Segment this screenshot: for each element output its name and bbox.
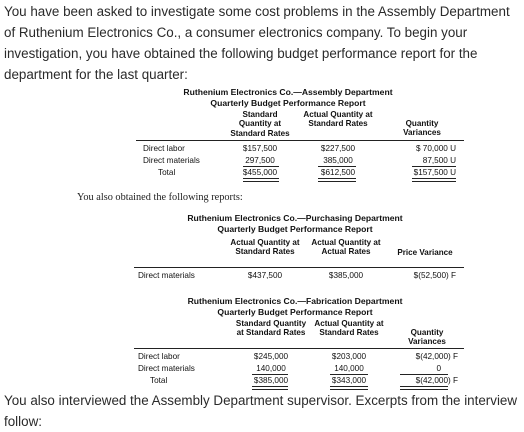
fabrication-header-rule xyxy=(134,348,464,349)
total-double-rule xyxy=(318,178,356,182)
also-obtained-text: You also obtained the following reports: xyxy=(77,192,243,203)
row-label: Direct labor xyxy=(138,352,180,361)
purchasing-header-rule xyxy=(134,267,464,268)
purchasing-title: Ruthenium Electronics Co.—Purchasing Department xyxy=(187,213,403,223)
purchasing-header-price-variance: Price Variance xyxy=(397,248,453,257)
row-label: Direct materials xyxy=(138,271,195,280)
row-label: Total xyxy=(158,168,176,177)
intro-paragraph: You have been asked to investigate some cost problems in the Assembly Department of Ruthenium Electronics Co., a consumer electronics company. To begin your investigation, you have obtained the following budget performance report for the department for the last quarter: xyxy=(4,4,510,82)
cell-value: 87,500 U xyxy=(422,156,456,165)
cell-value: $455,000 xyxy=(242,168,278,177)
cell-value: $343,000 xyxy=(331,376,367,385)
assembly-header-standard: Standard Quantity at Standard Rates xyxy=(230,110,290,138)
fabrication-header-variance: Quantity Variances xyxy=(408,328,446,347)
purchasing-header-actual-standard: Actual Quantity at Standard Rates xyxy=(230,238,300,257)
fabrication-subtitle: Quarterly Budget Performance Report xyxy=(217,307,373,317)
row-label: Direct materials xyxy=(138,364,195,373)
cell-value: $157,500 xyxy=(242,144,278,153)
fabrication-title: Ruthenium Electronics Co.—Fabrication Department xyxy=(187,296,403,306)
total-double-rule xyxy=(243,178,279,182)
cell-value: $ 70,000 U xyxy=(415,144,456,153)
row-label: Direct labor xyxy=(143,144,185,153)
outro-paragraph: You also interviewed the Assembly Department supervisor. Excerpts from the interview follow: xyxy=(4,393,518,429)
assembly-header-actual: Actual Quantity at Standard Rates xyxy=(303,110,373,129)
cell-value: $157,500 U xyxy=(413,168,456,177)
cell-value: $227,500 xyxy=(320,144,356,153)
cell-value: $(42,000) F xyxy=(415,376,458,385)
fabrication-header-standard: Standard Quantity at Standard Rates xyxy=(235,319,307,338)
purchasing-header-actual-actual: Actual Quantity at Actual Rates xyxy=(311,238,381,257)
cell-value: $(52,500) F xyxy=(413,271,456,280)
cell-value: $385,000 xyxy=(253,376,289,385)
assembly-header-variance: Quantity Variances xyxy=(403,119,441,138)
cell-value: $203,000 xyxy=(331,352,367,361)
assembly-subtitle: Quarterly Budget Performance Report xyxy=(210,98,366,108)
cell-value: 140,000 xyxy=(334,364,364,373)
cell-value: $437,500 xyxy=(247,271,283,280)
cell-value: $(42,000) F xyxy=(415,352,458,361)
row-label: Direct materials xyxy=(143,156,200,165)
fabrication-header-actual: Actual Quantity at Standard Rates xyxy=(314,319,384,338)
purchasing-subtitle: Quarterly Budget Performance Report xyxy=(217,224,373,234)
cell-value: 297,500 xyxy=(245,156,275,165)
assembly-title: Ruthenium Electronics Co.—Assembly Department xyxy=(183,87,393,97)
cell-value: 0 xyxy=(436,364,441,373)
cell-value: 385,000 xyxy=(323,156,353,165)
cell-value: $612,500 xyxy=(320,168,356,177)
row-label: Total xyxy=(150,376,168,385)
assembly-header-rule xyxy=(136,140,464,141)
cell-value: $245,000 xyxy=(253,352,289,361)
total-double-rule xyxy=(412,178,456,182)
cell-value: 140,000 xyxy=(256,364,286,373)
cell-value: $385,000 xyxy=(328,271,364,280)
